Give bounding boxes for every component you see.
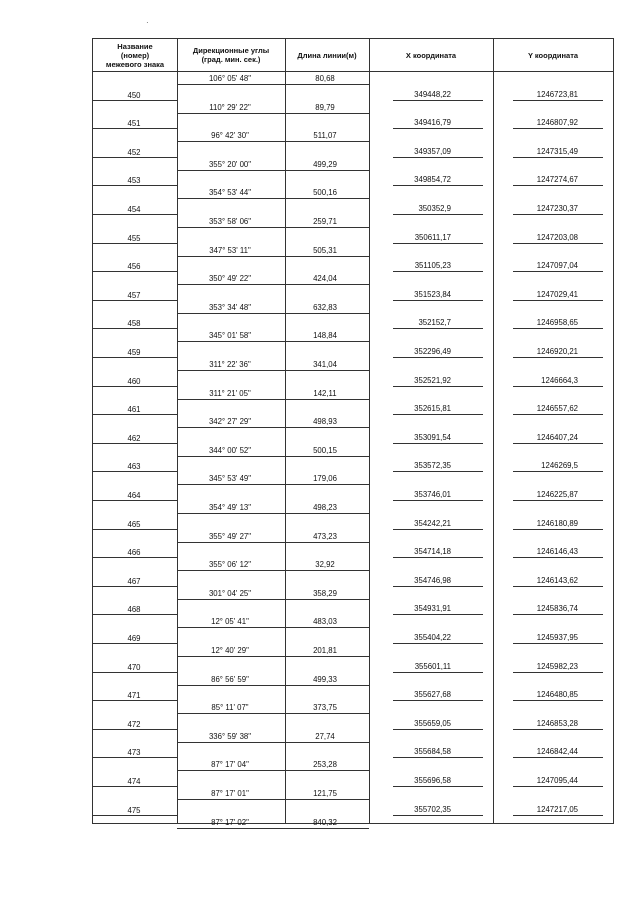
row-divider [93, 471, 177, 472]
segment-angle: 354° 53' 44" [208, 188, 252, 198]
point-x: 352152,7 [418, 318, 451, 328]
header-y: Y координата [527, 50, 579, 60]
segment-length: 179,06 [313, 474, 337, 484]
row-divider [393, 471, 483, 472]
point-name: 472 [127, 719, 141, 729]
point-x: 355659,05 [414, 718, 451, 728]
point-name: 471 [127, 691, 141, 701]
point-y: 1247274,67 [536, 175, 578, 185]
column-divider [369, 39, 370, 823]
header-x: X координата [405, 50, 457, 60]
row-divider [513, 786, 603, 787]
point-y: 1245982,23 [536, 661, 578, 671]
point-x: 351105,23 [414, 261, 451, 271]
row-divider [177, 799, 369, 800]
row-divider [513, 157, 603, 158]
point-x: 349357,09 [414, 146, 451, 156]
point-y: 1246480,85 [536, 690, 578, 700]
point-name: 473 [127, 748, 141, 758]
row-divider [513, 557, 603, 558]
point-x: 354242,21 [414, 518, 451, 528]
row-divider [93, 300, 177, 301]
point-name: 463 [127, 462, 141, 472]
point-name: 453 [127, 176, 141, 186]
segment-length: 473,23 [313, 531, 337, 541]
header-divider [93, 71, 613, 72]
row-divider [393, 300, 483, 301]
point-name: 454 [127, 205, 141, 214]
point-y: 1246958,65 [536, 318, 578, 328]
point-name: 460 [127, 376, 141, 386]
segment-angle: 85° 11' 07" [211, 703, 249, 713]
row-divider [93, 786, 177, 787]
row-divider [393, 243, 483, 244]
row-divider [93, 557, 177, 558]
row-divider [393, 786, 483, 787]
row-divider [513, 757, 603, 758]
row-divider [93, 729, 177, 730]
row-divider [393, 500, 483, 501]
segment-angle: 87° 17' 01" [211, 789, 249, 798]
row-divider [177, 456, 369, 457]
row-divider [93, 214, 177, 215]
row-divider [393, 386, 483, 387]
row-divider [393, 357, 483, 358]
row-divider [177, 685, 369, 686]
segment-length: 80,68 [315, 74, 335, 83]
row-divider [393, 414, 483, 415]
row-divider [393, 700, 483, 701]
segment-angle: 301° 04' 25" [208, 588, 252, 598]
row-divider [177, 341, 369, 342]
segment-length: 424,04 [313, 274, 337, 284]
segment-length: 498,23 [313, 503, 337, 512]
point-x: 349854,72 [414, 175, 451, 185]
row-divider [93, 700, 177, 701]
segment-length: 499,29 [313, 159, 337, 169]
point-y: 1246180,89 [536, 518, 578, 528]
point-y: 1246853,28 [536, 718, 578, 728]
segment-angle: 355° 06' 12" [208, 560, 252, 570]
row-divider [513, 100, 603, 101]
point-name: 452 [127, 147, 141, 157]
segment-angle: 350° 49' 22" [208, 274, 252, 284]
row-divider [177, 313, 369, 314]
segment-length: 341,04 [313, 360, 337, 369]
row-divider [393, 100, 483, 101]
point-y: 1247230,37 [536, 204, 578, 213]
point-x: 352296,49 [414, 347, 451, 356]
point-name: 458 [127, 319, 141, 329]
segment-length: 121,75 [313, 789, 337, 798]
corner-mark: · [146, 18, 149, 27]
segment-angle: 347° 53' 11" [209, 245, 251, 255]
row-divider [393, 157, 483, 158]
row-divider [513, 614, 603, 615]
row-divider [93, 243, 177, 244]
point-x: 351523,84 [414, 289, 451, 299]
row-divider [93, 815, 177, 816]
row-divider [513, 300, 603, 301]
segment-length: 632,83 [313, 302, 337, 312]
point-x: 352521,92 [414, 375, 451, 385]
column-divider [493, 39, 494, 823]
point-y: 1246723,81 [536, 89, 578, 99]
point-y: 1245937,95 [536, 633, 578, 642]
row-divider [177, 256, 369, 257]
row-divider [393, 328, 483, 329]
point-x: 353746,01 [414, 490, 451, 499]
point-name: 468 [127, 605, 141, 615]
segment-angle: 12° 05' 41" [211, 617, 249, 627]
segment-length: 498,93 [313, 417, 337, 427]
row-divider [513, 386, 603, 387]
row-divider [177, 399, 369, 400]
row-divider [513, 443, 603, 444]
segment-angle: 342° 27' 29" [208, 417, 252, 427]
row-divider [393, 757, 483, 758]
point-name: 456 [127, 262, 141, 272]
point-y: 1246407,24 [536, 432, 578, 442]
row-divider [513, 700, 603, 701]
row-divider [93, 271, 177, 272]
point-x: 353572,35 [414, 461, 451, 471]
row-divider [93, 500, 177, 501]
point-y: 1246920,21 [536, 347, 578, 356]
segment-angle: 311° 21' 05" [209, 388, 251, 398]
point-x: 350352,9 [418, 204, 451, 213]
row-divider [393, 271, 483, 272]
segment-length: 840,32 [313, 817, 337, 827]
row-divider [177, 198, 369, 199]
row-divider [393, 672, 483, 673]
point-name: 450 [127, 90, 141, 100]
row-divider [513, 271, 603, 272]
point-name: 469 [127, 634, 141, 643]
point-y: 1245836,74 [536, 604, 578, 614]
segment-angle: 87° 17' 04" [211, 760, 249, 770]
row-divider [513, 815, 603, 816]
segment-angle: 106° 05' 48" [208, 74, 252, 83]
point-y: 1246557,62 [536, 404, 578, 414]
row-divider [393, 185, 483, 186]
row-divider [177, 627, 369, 628]
row-divider [393, 214, 483, 215]
segment-angle: 353° 34' 48" [208, 302, 252, 312]
row-divider [177, 570, 369, 571]
point-name: 457 [127, 290, 141, 300]
point-x: 349416,79 [414, 118, 451, 128]
row-divider [393, 815, 483, 816]
point-x: 352615,81 [414, 404, 451, 414]
row-divider [513, 214, 603, 215]
segment-angle: 87° 17' 02" [211, 817, 249, 827]
segment-length: 499,33 [313, 674, 337, 684]
header-length: Длина линии(м) [297, 50, 357, 60]
segment-angle: 345° 53' 49" [208, 474, 252, 484]
row-divider [177, 427, 369, 428]
row-divider [513, 672, 603, 673]
point-y: 1246269,5 [541, 461, 578, 471]
row-divider [393, 643, 483, 644]
row-divider [177, 770, 369, 771]
row-divider [177, 113, 369, 114]
point-y: 1246842,44 [536, 747, 578, 757]
point-name: 466 [127, 548, 141, 558]
row-divider [393, 729, 483, 730]
row-divider [177, 742, 369, 743]
segment-angle: 336° 59' 38" [208, 731, 252, 741]
row-divider [513, 471, 603, 472]
row-divider [93, 185, 177, 186]
point-y: 1247097,04 [536, 261, 578, 271]
row-divider [177, 141, 369, 142]
point-name: 465 [127, 519, 141, 529]
point-y: 1247203,08 [536, 232, 578, 242]
point-x: 350611,17 [414, 232, 451, 242]
segment-angle: 354° 49' 13" [208, 503, 252, 512]
segment-angle: 355° 49' 27" [208, 531, 252, 541]
row-divider [393, 443, 483, 444]
row-divider [177, 84, 369, 85]
row-divider [93, 100, 177, 101]
row-divider [393, 529, 483, 530]
point-name: 461 [127, 405, 141, 415]
row-divider [513, 729, 603, 730]
point-x: 353091,54 [414, 432, 451, 442]
row-divider [513, 414, 603, 415]
row-divider [177, 542, 369, 543]
header-angle: Дирекционные углы (град. мин. сек.) [192, 46, 270, 64]
segment-length: 373,75 [313, 703, 337, 713]
point-y: 1246225,87 [536, 490, 578, 499]
point-x: 355404,22 [414, 633, 451, 642]
header-name: Название (номер) межевого знака [105, 41, 165, 69]
row-divider [93, 643, 177, 644]
point-y: 1247315,49 [536, 146, 578, 156]
point-y: 1247095,44 [536, 776, 578, 785]
row-divider [93, 443, 177, 444]
row-divider [393, 614, 483, 615]
row-divider [93, 357, 177, 358]
segment-angle: 96° 42' 30" [211, 131, 249, 141]
row-divider [177, 656, 369, 657]
row-divider [177, 599, 369, 600]
point-x: 355702,35 [414, 804, 451, 814]
segment-angle: 353° 58' 06" [208, 217, 252, 226]
segment-length: 201,81 [313, 646, 337, 655]
point-x: 349448,22 [414, 89, 451, 99]
row-divider [93, 414, 177, 415]
segment-length: 253,28 [313, 760, 337, 770]
segment-angle: 12° 40' 29" [211, 646, 249, 655]
row-divider [513, 185, 603, 186]
point-y: 1246146,43 [536, 547, 578, 557]
row-divider [393, 586, 483, 587]
segment-angle: 345° 01' 58" [208, 331, 252, 341]
row-divider [513, 128, 603, 129]
point-y: 1247217,05 [536, 804, 578, 814]
row-divider [513, 357, 603, 358]
point-y: 1246807,92 [536, 118, 578, 128]
point-x: 355684,58 [414, 747, 451, 757]
segment-length: 500,16 [313, 188, 337, 198]
row-divider [93, 328, 177, 329]
segment-length: 500,15 [313, 445, 337, 455]
row-divider [393, 557, 483, 558]
point-x: 355627,68 [414, 690, 451, 700]
row-divider [93, 614, 177, 615]
segment-length: 89,79 [315, 102, 335, 112]
row-divider [513, 529, 603, 530]
segment-length: 32,92 [315, 560, 335, 570]
point-x: 354714,18 [414, 547, 451, 557]
row-divider [177, 284, 369, 285]
row-divider [177, 828, 369, 829]
row-divider [93, 586, 177, 587]
row-divider [513, 243, 603, 244]
row-divider [393, 128, 483, 129]
row-divider [177, 227, 369, 228]
segment-length: 148,84 [313, 331, 337, 341]
point-name: 474 [127, 777, 141, 786]
row-divider [513, 643, 603, 644]
point-name: 464 [127, 491, 141, 500]
point-name: 459 [127, 348, 141, 357]
segment-angle: 311° 22' 36" [209, 360, 251, 369]
segment-angle: 110° 29' 22" [209, 102, 251, 112]
row-divider [93, 672, 177, 673]
segment-angle: 86° 56' 59" [211, 674, 249, 684]
row-divider [93, 757, 177, 758]
row-divider [93, 128, 177, 129]
row-divider [177, 170, 369, 171]
segment-length: 27,74 [315, 731, 335, 741]
point-x: 354746,98 [414, 575, 451, 585]
point-y: 1247029,41 [536, 289, 578, 299]
point-name: 462 [127, 433, 141, 443]
row-divider [177, 513, 369, 514]
row-divider [513, 500, 603, 501]
segment-length: 259,71 [313, 217, 337, 226]
point-y: 1246664,3 [541, 375, 578, 385]
row-divider [513, 328, 603, 329]
row-divider [177, 484, 369, 485]
segment-length: 142,11 [313, 388, 337, 398]
point-name: 451 [127, 119, 141, 129]
row-divider [93, 529, 177, 530]
segment-length: 483,03 [313, 617, 337, 627]
segment-angle: 355° 20' 00" [208, 159, 252, 169]
row-divider [513, 586, 603, 587]
boundary-coordinates-table [92, 38, 614, 827]
row-divider [177, 713, 369, 714]
segment-length: 511,07 [313, 131, 337, 141]
point-name: 467 [127, 576, 141, 586]
point-x: 355601,11 [414, 661, 451, 671]
point-name: 475 [127, 805, 141, 815]
row-divider [93, 386, 177, 387]
point-name: 455 [127, 233, 141, 243]
row-divider [177, 370, 369, 371]
point-x: 354931,91 [414, 604, 451, 614]
point-y: 1246143,62 [536, 575, 578, 585]
row-divider [93, 157, 177, 158]
point-name: 470 [127, 662, 141, 672]
segment-angle: 344° 00' 52" [208, 445, 252, 455]
point-x: 355696,58 [414, 776, 451, 785]
segment-length: 358,29 [313, 588, 337, 598]
segment-length: 505,31 [313, 245, 337, 255]
